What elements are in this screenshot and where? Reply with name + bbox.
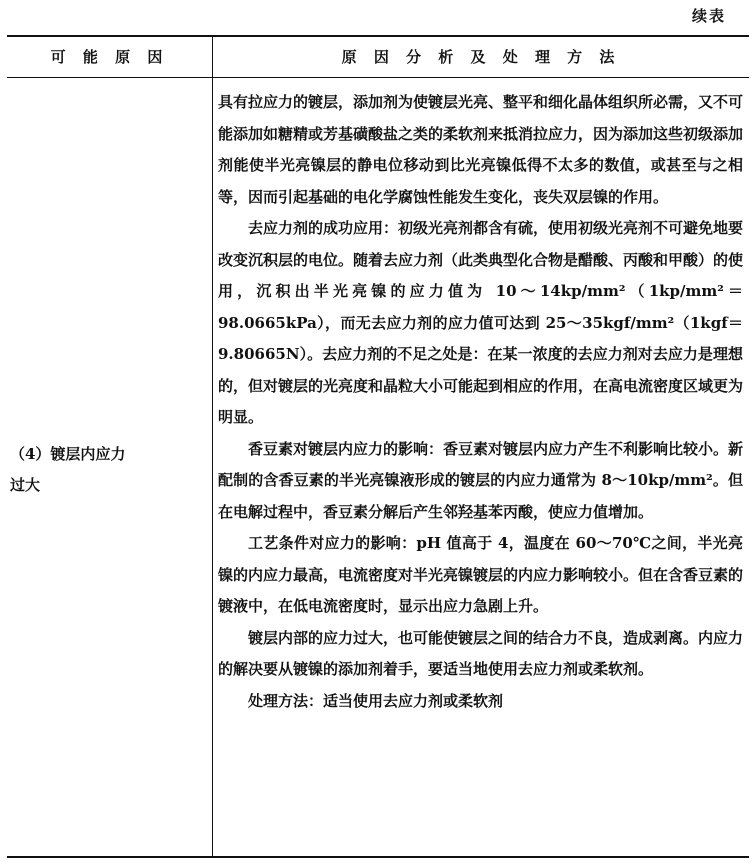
cause-cell (10, 439, 209, 501)
column-divider (212, 37, 213, 856)
troubleshooting-table (7, 35, 749, 858)
header-analysis-method: 原 因 分 析 及 处 理 方 法 (341, 48, 621, 66)
treatment-method (218, 686, 743, 718)
paragraph-adhesion: 镀层内部的应力过大，也可能使镀层之间的结合力不良，造成剥离。内应力的解决要从镀镍的添加剂着手，要适当地使用去应力剂或柔软剂。 (218, 628, 744, 678)
cause-line-1: （4）镀层内应力 (10, 445, 126, 463)
cause-line-2: 过大 (10, 476, 41, 494)
paragraph-tensile-stress: 具有拉应力的镀层，添加剂为使镀层光亮、整平和细化晶体组织所必需，又不可能添加如糖精或芳基磺酸盐之类的柔软剂来抵消拉应力，因为添加这些初级添加剂能使半光亮镍层的静电位移动到比光亮镍低得不太多的数值，或甚至与之相等，因而引起基础的电化学腐蚀性能发生变化，丧失双层镍的作用。 (218, 93, 744, 206)
treatment-method-label: 处理方法： (248, 691, 324, 710)
paragraph-stress-reliever: 去应力剂的成功应用：初级光亮剂都含有硫，使用初级光亮剂不可避免地要改变沉积层的电位。随着去应力剂（此类典型化合物是醋酸、丙酸和甲酸）的使用，沉积出半光亮镍的应力值为 10～14kp/mm²（1kp/mm²＝98.0665kPa），而无去应力剂的应力值可达到 25～35kgf/mm²（1kgf＝9.80665N）。去应力剂的不足之处是：在某一浓度的去应力剂对去应力是理想的，但对镀层的光亮度和晶粒大小可能起到相应的作用，在高电流密度区域更为明显。 (218, 219, 744, 426)
paragraph-process-conditions: 工艺条件对应力的影响：pH 值高于 4，温度在 60～70℃之间，半光亮镍的内应力最高，电流密度对半光亮镍镀层的内应力影响较小。但在含香豆素的镀液中，在低电流密度时，显示出应力急剧上升。 (218, 534, 744, 615)
analysis-cell (218, 87, 743, 717)
treatment-method-text: 适当使用去应力剂或柔软剂 (323, 691, 504, 710)
table-header (7, 37, 749, 78)
continued-label: 续表 (691, 7, 726, 25)
paragraph-coumarin: 香豆素对镀层内应力的影响：香豆素对镀层内应力产生不利影响比较小。新配制的含香豆素的半光亮镍液形成的镀层的内应力通常为 8～10kp/mm²。但在电解过程中，香豆素分解后产生邻羟基苯丙酸，使应力值增加。 (218, 439, 744, 521)
header-possible-cause: 可 能 原 因 (50, 48, 169, 66)
